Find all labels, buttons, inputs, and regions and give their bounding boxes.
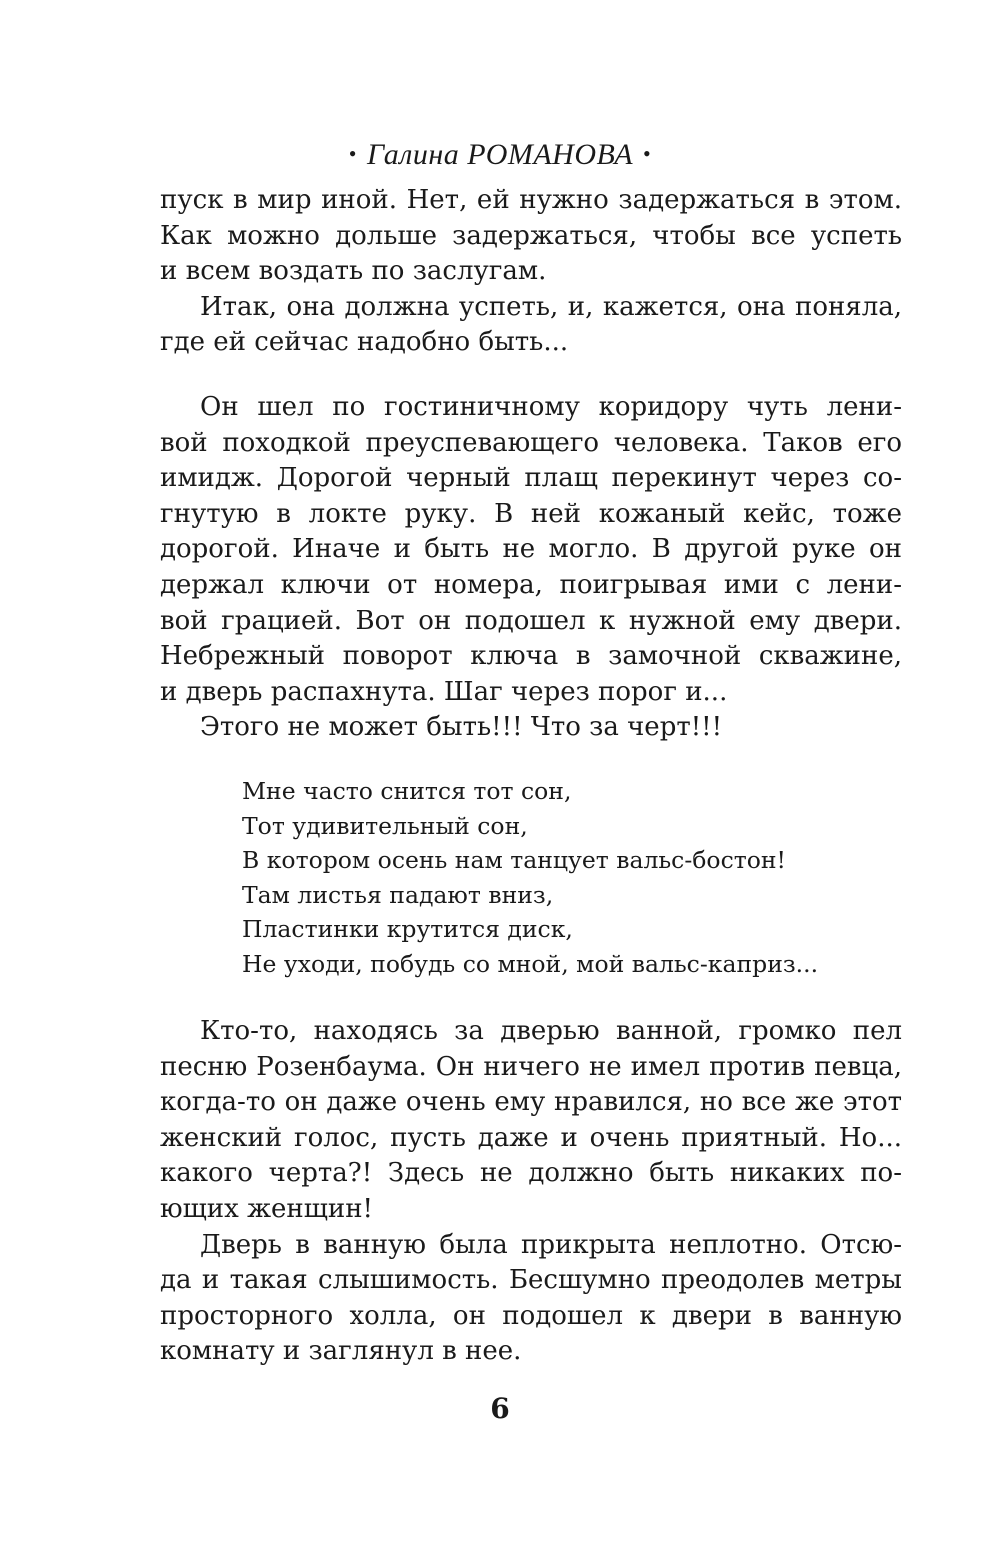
text-line: вой грацией. Вот он подошел к нужной ему двери. bbox=[160, 605, 902, 636]
paragraph-block-1 bbox=[160, 183, 902, 361]
verse-line: Тот удивительный сон, bbox=[242, 811, 528, 840]
text-line: Итак, она должна успеть, и, кажется, она поняла, bbox=[200, 291, 902, 322]
text-line: дорогой. Иначе и быть не могло. В другой руке он bbox=[160, 534, 902, 565]
page-number: 6 bbox=[490, 1392, 510, 1425]
text-line: просторного холла, он подошел к двери в ванную bbox=[160, 1300, 902, 1331]
text-line: комнату и заглянул в нее. bbox=[160, 1336, 522, 1367]
bullet-icon: • bbox=[348, 141, 357, 166]
verse-line: Мне часто снится тот сон, bbox=[242, 777, 572, 805]
text-line: держал ключи от номера, поигрывая ими с лени- bbox=[160, 569, 902, 600]
text-line: Этого не может быть!!! Что за черт!!! bbox=[200, 712, 723, 743]
verse-line: Пластинки крутится диск, bbox=[242, 915, 573, 944]
text-line: вой походкой преуспевающего человека. Таков его bbox=[160, 427, 902, 458]
text-line: гнутую в локте руку. В ней кожаный кейс, тоже bbox=[160, 498, 902, 529]
text-line: да и такая слышимость. Бесшумно преодолев метры bbox=[160, 1265, 902, 1296]
text-line: когда-то он даже очень ему нравился, но все же этот bbox=[160, 1087, 902, 1118]
text-line: Он шел по гостиничному коридору чуть лени- bbox=[200, 392, 902, 422]
verse-line: Не уходи, побудь со мной, мой вальс-каприз... bbox=[242, 949, 819, 978]
text-line: Дверь в ванную была прикрыта неплотно. Отсю- bbox=[200, 1229, 902, 1260]
bullet-icon: • bbox=[643, 141, 652, 166]
text-line: пуск в мир иной. Нет, ей нужно задержаться в этом. bbox=[160, 185, 902, 215]
author-name: Галина РОМАНОВА bbox=[366, 138, 634, 171]
paragraph-block-3 bbox=[160, 1014, 902, 1370]
paragraph-block-2 bbox=[160, 390, 902, 746]
text-line: Кто-то, находясь за дверью ванной, громко пел bbox=[200, 1016, 902, 1046]
text-line: ющих женщин! bbox=[160, 1193, 373, 1224]
text-line: женский голос, пусть даже и очень приятный. Но... bbox=[160, 1122, 902, 1153]
text-line: Как можно дольше задержаться, чтобы все успеть bbox=[160, 220, 902, 251]
text-line: песню Розенбаума. Он ничего не имел против певца, bbox=[160, 1051, 902, 1082]
text-line: Небрежный поворот ключа в замочной скважине, bbox=[160, 641, 902, 672]
text-line: и всем воздать по заслугам. bbox=[160, 256, 547, 287]
text-line: и дверь распахнута. Шаг через порог и... bbox=[160, 676, 728, 707]
running-header bbox=[0, 138, 1000, 172]
verse-block bbox=[242, 774, 902, 982]
text-line: где ей сейчас надобно быть... bbox=[160, 327, 569, 358]
verse-line: Там листья падают вниз, bbox=[242, 880, 554, 909]
text-line: имидж. Дорогой черный плащ перекинут через со- bbox=[160, 463, 902, 494]
verse-line: В котором осень нам танцует вальс-бостон! bbox=[242, 846, 786, 875]
text-line: какого черта?! Здесь не должно быть никаких по- bbox=[160, 1158, 902, 1189]
